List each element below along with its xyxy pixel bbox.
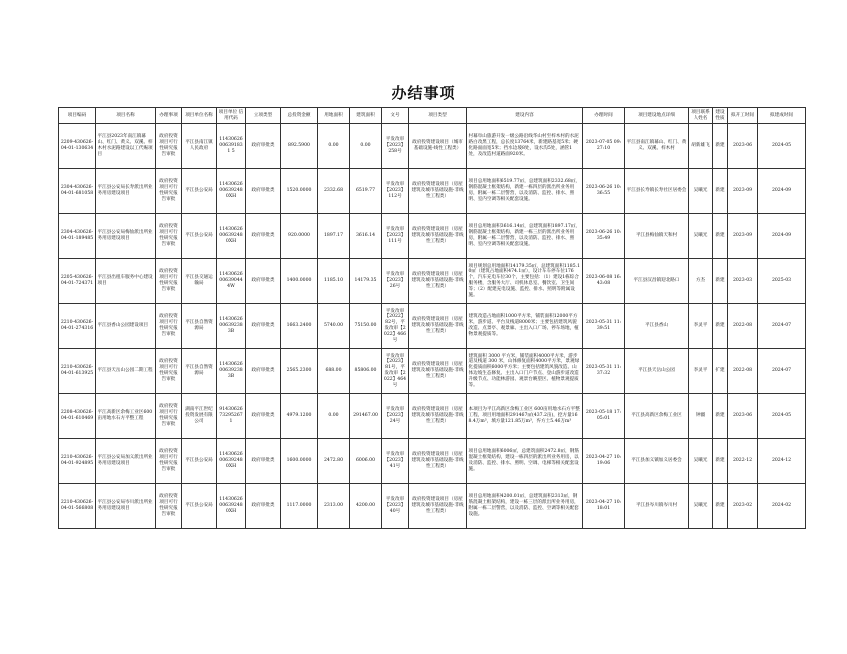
- table-cell: 新建: [713, 484, 728, 529]
- table-cell: 政府投资项目可行性研究报告审批: [156, 169, 182, 214]
- table-cell: 75150.00: [350, 304, 382, 349]
- table-cell: 平发改审【2023】40号: [382, 484, 409, 529]
- table-cell: 政府审批类: [246, 394, 281, 439]
- column-header: 办理事项: [156, 108, 182, 124]
- table-cell: 政府审批类: [246, 304, 281, 349]
- table-cell: 3616.14: [350, 214, 382, 259]
- table-cell: 新建: [713, 304, 728, 349]
- table-cell: 平江县香山公园建设项目: [96, 304, 156, 349]
- table-cell: 1897.17: [318, 214, 350, 259]
- table-cell: 平江县加义镇加义居委会: [625, 439, 689, 484]
- table-cell: 2208-430626-04-01-610469: [59, 394, 96, 439]
- table-cell: 平发改审【2023】258号: [382, 124, 409, 169]
- table-cell: 85806.00: [350, 349, 382, 394]
- table-cell: 平江县公安局: [182, 484, 217, 529]
- column-header: 项目编码: [59, 108, 96, 124]
- table-cell: 方杰: [689, 259, 713, 304]
- table-cell: 平江县2023年南江镇幕山、红门、黄义、双溪、梓木村水泥路建设以工代赈项目: [96, 124, 156, 169]
- table-cell: 2023-02: [728, 484, 758, 529]
- table-cell: 建筑面积 3000 平方米，铺装面积4000平方米，游步道及栈道 300 米，山体修复面积4000平方米，景观绿化提质面积6000平方米；主要包括建筑风貌改造、山体边坡生态修复、主出入口门户节点、登山游步道改造升级节点、功能林游园、观景台眺望区、植物景观提质等。: [467, 349, 583, 394]
- table-cell: 政府投资建设项目（房屋建筑及城市基础设施-非线性工程类）: [409, 394, 467, 439]
- table-cell: 政府投资建设项目（房屋建筑及城市基础设施-非线性工程类）: [409, 259, 467, 304]
- table-cell: 平江县自然资源局: [182, 349, 217, 394]
- table-cell: 688.00: [318, 349, 350, 394]
- table-cell: 14179.35: [350, 259, 382, 304]
- table-cell: 2024-05: [758, 124, 806, 169]
- table-row: [59, 259, 806, 304]
- table-cell: 11430626006390444W: [217, 259, 246, 304]
- table-cell: 2023-06-26 10:36:55: [583, 169, 625, 214]
- table-cell: 政府投资项目可行性研究报告审批: [156, 259, 182, 304]
- table-cell: 2023-06-26 10:35:49: [583, 214, 625, 259]
- column-header: 项目类型: [409, 108, 467, 124]
- table-cell: 4979.1200: [281, 394, 318, 439]
- table-row: [59, 439, 806, 484]
- table-cell: 0.00: [318, 124, 350, 169]
- table-row: [59, 124, 806, 169]
- table-cell: 平江县天岳山公园: [625, 349, 689, 394]
- table-cell: 11430626006392383B: [217, 304, 246, 349]
- table-cell: 平江县岑川镇岑川村: [625, 484, 689, 529]
- table-cell: 李灵平: [689, 304, 713, 349]
- table-cell: 11430626006392480XH: [217, 439, 246, 484]
- table-header-row: [59, 108, 806, 124]
- table-cell: 建筑改造占地面积1000平方米，铺装面积12000平方米，游步道、平台及栈道8000米；主要包括建筑风貌改造、点景亭、观景廊、主出入口广场、停车场地，植物景观提质等。: [467, 304, 583, 349]
- table-cell: 2022-12: [728, 439, 758, 484]
- table-cell: 2023-05-31 11:37:32: [583, 349, 625, 394]
- column-header: 项目建设地点详细: [625, 108, 689, 124]
- table-cell: 平江县公安局: [182, 214, 217, 259]
- column-header: 办理时间: [583, 108, 625, 124]
- table-cell: 1600.0000: [281, 439, 318, 484]
- table-cell: 平江县公安局岑川派出所业务用房建设项目: [96, 484, 156, 529]
- table-cell: 吴曦光: [689, 169, 713, 214]
- table-cell: 4200.00: [350, 484, 382, 529]
- column-header: 总投资金额: [281, 108, 318, 124]
- table-cell: 政府投资建设项目（房屋建筑及城市基础设施-非线性工程类）: [409, 169, 467, 214]
- table-cell: 新建: [713, 439, 728, 484]
- column-header: 立项类型: [246, 108, 281, 124]
- table-cell: 平江县公安局: [182, 169, 217, 214]
- table-cell: 11430626006392480XH: [217, 214, 246, 259]
- table-cell: 2025-03: [758, 259, 806, 304]
- table-cell: 湖南平江世纪投资发展有限公司: [182, 394, 217, 439]
- table-cell: 平发改审【2023】24号: [382, 394, 409, 439]
- table-cell: 11430626006392480XH: [217, 484, 246, 529]
- table-cell: 政府审批类: [246, 349, 281, 394]
- table-cell: 2024-09: [758, 169, 806, 214]
- column-header: 建设内容: [467, 108, 583, 124]
- table-cell: 平发改审【2022】82号，平发改审【2022】466号: [382, 304, 409, 349]
- table-cell: 2024-07: [758, 349, 806, 394]
- table-cell: 1663.2400: [281, 304, 318, 349]
- table-cell: 政府审批类: [246, 484, 281, 529]
- column-header: 项目联系 人姓名: [689, 108, 713, 124]
- table-cell: 2210-430626-04-01-274316: [59, 304, 96, 349]
- table-cell: 新建: [713, 214, 728, 259]
- table-cell: 平江县公安局长寿派出所业务用房建设项目: [96, 169, 156, 214]
- table-cell: 钟疆: [689, 394, 713, 439]
- table-cell: 0.00: [318, 394, 350, 439]
- table-cell: 平江县自然资源局: [182, 304, 217, 349]
- table-row: [59, 304, 806, 349]
- table-cell: 吴曦光: [689, 484, 713, 529]
- results-table: [58, 107, 806, 529]
- table-cell: 政府审批类: [246, 169, 281, 214]
- table-cell: 2210-430626-04-01-924895: [59, 439, 96, 484]
- table-cell: 政府审批类: [246, 259, 281, 304]
- table-cell: 2209-430626-04-01-130634: [59, 124, 96, 169]
- table-cell: 5740.00: [318, 304, 350, 349]
- table-cell: 0.00: [350, 124, 382, 169]
- table-cell: 政府投资建设项目（房屋建筑及城市基础设施-非线性工程类）: [409, 484, 467, 529]
- table-cell: 政府投资项目可行性研究报告审批: [156, 304, 182, 349]
- table-cell: 2023-06: [728, 394, 758, 439]
- column-header: 项目单位名称: [182, 108, 217, 124]
- table-cell: 平江县汉昌镇迎北路口: [625, 259, 689, 304]
- table-cell: 平江高新区余梅工业区600亩用地水石方平整工程: [96, 394, 156, 439]
- table-cell: 本项目为平江高新区余梅工业区 600亩用地水石方平整工程，项目用地面积291467㎡(437.2亩)，挖方量168.4万m³，填方量121.85万m³，弃方土5.46万m³: [467, 394, 583, 439]
- table-cell: 政府投资建设项目（城市基础设施-线性工程类）: [409, 124, 467, 169]
- table-cell: 2313.00: [318, 484, 350, 529]
- table-cell: 2024-12: [758, 439, 806, 484]
- table-cell: 政府投资建设项目（房屋建筑及城市基础设施-非线性工程类）: [409, 349, 467, 394]
- table-cell: 政府投资项目可行性研究报告审批: [156, 394, 182, 439]
- table-cell: 平江县交通运输局: [182, 259, 217, 304]
- table-cell: 平发改审【2023】81号，平发改审【2022】464号: [382, 349, 409, 394]
- table-cell: 平江县公安局加义派出所业务用房建设项目: [96, 439, 156, 484]
- table-cell: 新建: [713, 124, 728, 169]
- table-cell: 2332.68: [318, 169, 350, 214]
- table-cell: 政府投资项目可行性研究报告审批: [156, 124, 182, 169]
- table-cell: 2205-430626-04-01-724371: [59, 259, 96, 304]
- table-cell: 平江县天岳山公园二期工程: [96, 349, 156, 394]
- table-cell: 政府投资项目可行性研究报告审批: [156, 214, 182, 259]
- table-cell: 新建: [713, 259, 728, 304]
- column-header: 建筑面积: [350, 108, 382, 124]
- table-cell: 平江县公安局: [182, 439, 217, 484]
- column-header: 文号: [382, 108, 409, 124]
- table-cell: 项目总用地面积4200.01㎡，总建筑面积2313㎡，钢筋混凝土框架结构，建设一栋三层的派出所业务用房，附属一栋二层警营，以及消防、监控、空调等相关配套设施。: [467, 484, 583, 529]
- table-cell: 1185.10: [318, 259, 350, 304]
- table-row: [59, 349, 806, 394]
- table-cell: 6006.00: [350, 439, 382, 484]
- column-header: 拟开工时间: [728, 108, 758, 124]
- table-cell: 2304-430626-04-01-189485: [59, 214, 96, 259]
- table-cell: 平发改审【2023】26号: [382, 259, 409, 304]
- column-header: 用地面积: [318, 108, 350, 124]
- table-cell: 291467.00: [350, 394, 382, 439]
- table-row: [59, 484, 806, 529]
- table-cell: 平江县出租车服务中心建设项目: [96, 259, 156, 304]
- table-cell: 政府投资建设项目（房屋建筑及城市基础设施-非线性工程类）: [409, 304, 467, 349]
- table-cell: 2024-09: [758, 214, 806, 259]
- table-cell: 政府审批类: [246, 439, 281, 484]
- table-cell: 2023-05-31 11:39:51: [583, 304, 625, 349]
- table-cell: 2023-09: [728, 169, 758, 214]
- table-cell: 政府投资项目可行性研究报告审批: [156, 484, 182, 529]
- table-cell: 李灵平: [689, 349, 713, 394]
- table-cell: 2023-09: [728, 214, 758, 259]
- table-cell: 平江县香山: [625, 304, 689, 349]
- table-cell: 91430626732952671: [217, 394, 246, 439]
- table-cell: 吴曦光: [689, 214, 713, 259]
- table-cell: 平江县南江镇人民政府: [182, 124, 217, 169]
- table-cell: 政府投资建设项目（房屋建筑及城市基础设施-非线性工程类）: [409, 439, 467, 484]
- table-row: [59, 394, 806, 439]
- table-cell: 政府审批类: [246, 214, 281, 259]
- table-cell: 项目总用地面积3616.14㎡，总建筑面积1897.17㎡，钢筋混凝土框架结构，新建一栋三层的派出所业务用房，附属一栋二层警营，以及消防、监控、排水、照明、室内空调等相关配套设施。: [467, 214, 583, 259]
- table-cell: 2023-06: [728, 124, 758, 169]
- table-cell: 平发改审【2023】112号: [382, 169, 409, 214]
- table-cell: 项目总用地面积6519.77㎡，总建筑面积2332.68㎡，钢筋混凝土框架结构，新建一栋四层的派出所业务用房，附属一栋二层警营，以及消防、监控、排水、照明、室内空调等相关配套设施。: [467, 169, 583, 214]
- table-cell: 平江县南江镇幕山、红门、黄义、双溪、梓木村: [625, 124, 689, 169]
- table-cell: 11430626006391831 5: [217, 124, 246, 169]
- table-cell: 2210-430626-04-01-566808: [59, 484, 96, 529]
- table-cell: 政府投资项目可行性研究报告审批: [156, 349, 182, 394]
- table-cell: 2023-04-27 10:19:06: [583, 439, 625, 484]
- table-cell: 2024-05: [758, 394, 806, 439]
- table-cell: 政府投资项目可行性研究报告审批: [156, 439, 182, 484]
- table-cell: 2024-07: [758, 304, 806, 349]
- table-cell: 平江县梅仙镇天和村: [625, 214, 689, 259]
- table-cell: 11430626006392383B: [217, 349, 246, 394]
- table-cell: 平发改审【2023】111号: [382, 214, 409, 259]
- table-cell: 2023-06-08 16:43:08: [583, 259, 625, 304]
- column-header: 项目名称: [96, 108, 156, 124]
- table-cell: 新建: [713, 169, 728, 214]
- table-cell: 920.0000: [281, 214, 318, 259]
- table-cell: 2023-03: [728, 259, 758, 304]
- table-cell: 政府投资建设项目（房屋建筑及城市基础设施-非线性工程类）: [409, 214, 467, 259]
- table-cell: 2565.2300: [281, 349, 318, 394]
- table-cell: 新建: [713, 394, 728, 439]
- table-cell: 2022-08: [728, 349, 758, 394]
- table-cell: 2023-05-18 17:05:01: [583, 394, 625, 439]
- table-row: [59, 169, 806, 214]
- table-cell: 1117.0000: [281, 484, 318, 529]
- table-cell: 吴曦光: [689, 439, 713, 484]
- table-cell: 平江县公安局梅仙派出所业务用房建设项目: [96, 214, 156, 259]
- table-cell: 项目规划总用地面积14179.35㎡，总建筑面积1185.10㎡（建筑占地面积474.1㎡），设计车车停车位176个，汽车充电车位30个，主要包括：（1）建设1栋综合服务楼，含服务大厅、司机休息室、餐饮室、卫生间等；（2）配建充电设施、监控、排水、照明等附属设施。: [467, 259, 583, 304]
- table-cell: 政府审批类: [246, 124, 281, 169]
- table-cell: 2023-04-27 10:18:01: [583, 484, 625, 529]
- table-cell: 胡新雄飞: [689, 124, 713, 169]
- table-cell: 2024-02: [758, 484, 806, 529]
- table-cell: 扩建: [713, 349, 728, 394]
- table-cell: 11430626006392480XH: [217, 169, 246, 214]
- page-title: 办结事项: [391, 84, 456, 102]
- table-cell: 1520.0000: [281, 169, 318, 214]
- column-header: 建设 性质: [713, 108, 728, 124]
- table-cell: 892.5900: [281, 124, 318, 169]
- table-cell: 2022-08: [728, 304, 758, 349]
- table-cell: 平江县高新区余梅工业区: [625, 394, 689, 439]
- table-cell: 1400.0000: [281, 259, 318, 304]
- table-cell: 2304-430626-04-01-681058: [59, 169, 96, 214]
- column-header: 项目单位 信用代码: [217, 108, 246, 124]
- table-cell: 平江县长寿镇长寿社区居委会: [625, 169, 689, 214]
- table-cell: 村幕阜山旅游开发一级公路沿线华山村至梓木村的水泥路白改黑工程，总长度13764米，新建路基宽5米；硬化路面面宽5米；挡水边坡8处，设水沟5处，涵管1处，及改造村道路面920米。: [467, 124, 583, 169]
- table-cell: 2472.80: [318, 439, 350, 484]
- table-cell: 6519.77: [350, 169, 382, 214]
- table-row: [59, 214, 806, 259]
- table-cell: 平发改审【2023】41号: [382, 439, 409, 484]
- table-cell: 2210-430626-04-01-613925: [59, 349, 96, 394]
- column-header: 拟建成时间: [758, 108, 806, 124]
- table-cell: 2023-07-05 09:27:10: [583, 124, 625, 169]
- table-cell: 项目总用地面积6006㎡，总建筑面积2472.8㎡，钢筋混凝土框架结构，建设一栋四层的派出所业务用房，以及消防、监控、排水、照明、空调、电梯等相关配套设施。: [467, 439, 583, 484]
